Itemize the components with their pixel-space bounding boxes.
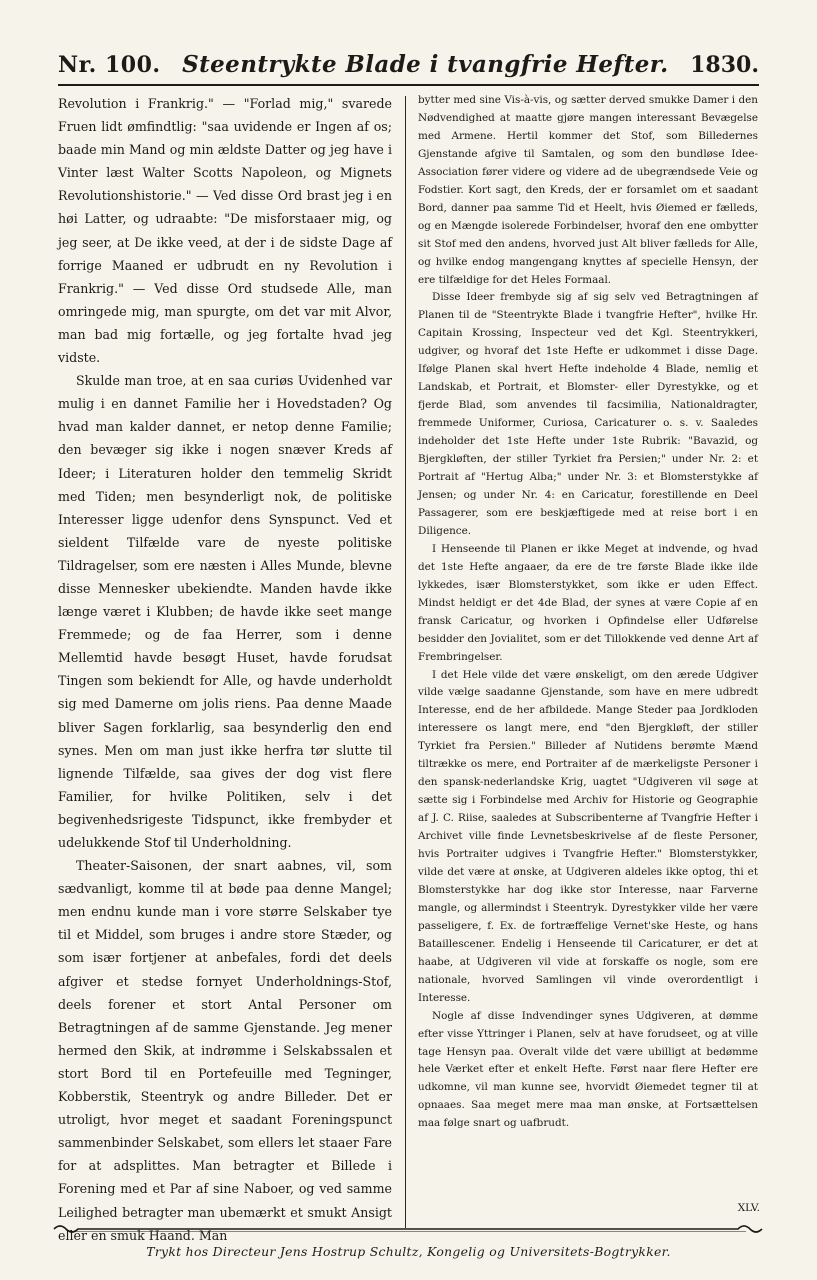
ornamental-rule [52, 1222, 764, 1236]
printer-imprint: Trykt hos Directeur Jens Hostrup Schultz, Kongelig og Universitets-Bogtrykker. [146, 1244, 671, 1259]
paragraph: Revolution i Frankrig." — "Forlad mig," svarede Fruen lidt ømfindtlig: "saa uvidende er Ingen af os; baade min Mand og min ældste Datter og jeg have i Vinter læst Walter Scotts Napoleon, og Mignets Revolutionshistorie." — Ved disse Ord brast jeg i en høi Latter, og udraabte: "De misforstaaer mig, og jeg seer, at De ikke veed, at der i de sidste Dage af forrige Maaned er udbrudt en ny Revolution i Frankrig." — Ved disse Ord studsede Alle, man omringede mig, man spurgte, om det var mit Alvor, man bad mig fortælle, og jeg fortalte hvad jeg vidste. [58, 96, 392, 366]
paragraph: Skulde man troe, at en saa curiøs Uvidenhed var mulig i en dannet Familie her i Hovedstaden? Og hvad man kalder dannet, er netop denne Familie; den bevæger sig ikke i nogen snæver Kreds af Ideer; i Literaturen holder den temmelig Skridt med Tiden; men besynderligt nok, de politiske Interesser ligge udenfor dens Synspunct. Ved et sieldent Tilfælde vare de nyeste politiske Tildragelser, som ere næsten i Alles Munde, blevne disse Mennesker ubekiendte. Manden havde ikke længe været i Klubben; de havde ikke seet mange Fremmede; og de faa Herrer, som i denne Mellemtid havde besøgt Huset, havde forudsat Tingen som bekiendt for Alle, og havde underholdt sig med Damerne om jolis riens. Paa denne Maade bliver Sagen forklarlig, saa besynderlig den end synes. Men om man just ikke herfra tør slutte til lignende Tilfælde, saa gives der dog vist flere Familier, for hvilke Politiken, selv i det begivenhedsrigeste Tidspunct, ikke frembyder et udelukkende Stof til Underholdning. [58, 373, 392, 850]
paragraph: I Henseende til Planen er ikke Meget at indvende, og hvad det 1ste Hefte angaaer, da ere de tre første Blade ikke ilde lykkedes, især Blomsterstykket, som ikke er uden Effect. Mindst heldigt er det 4de Blad, der synes at være Copie af en fransk Caricatur, og hvorken i Opfindelse eller Udførelse besidder den Jovialitet, som er det Tillokkende ved denne Art af Frembringelser. [418, 542, 758, 663]
header-rule [58, 84, 759, 86]
issue-number: Nr. 100. [58, 52, 161, 78]
paragraph: Theater-Saisonen, der snart aabnes, vil, som sædvanligt, komme til at bøde paa denne Mangel; men endnu kunde man i vore større Selskaber tye til et Middel, som bruges i andre store Stæder, og som især fortjener at anbefales, fordi det deels afgiver et stedse fornyet Underholdnings-Stof, deels forener et stort Antal Personer om Betragtningen af de samme Gjenstande. Jeg mener hermed den Skik, at indrømme i Selskabssalen et stort Bord til en Portefeuille med Tegninger, Kobberstik, Steentryk og andre Billeder. Det er utroligt, hvor meget et saadant Foreningspunct sammenbinder Selskabet, som ellers let staaer Fare for at adsplittes. Man betragter et Billede i Forening med et Par af sine Naboer, og ved samme Leilighed betragter man ubemærkt et smukt Ansigt eller en smuk Haand. Man [58, 858, 392, 1243]
page-header [58, 34, 759, 78]
publication-year: 1830. [690, 52, 759, 78]
paragraph: Nogle af disse Indvendinger synes Udgiveren, at dømme efter visse Yttringer i Planen, selv at have forudseet, og at ville tage Hensyn paa. Overalt vilde det være ubilligt at bedømme hele Værket efter et enkelt Hefte. Først naar flere Hefter ere udkomne, vil man kunne see, hvorvidt Øiemedet tegner til at opnaaes. Saa meget mere maa man ønske, at Fortsættelsen maa følge snart og uafbrudt. [418, 1009, 758, 1130]
paragraph: I det Hele vilde det være ønskeligt, om den ærede Udgiver vilde vælge saadanne Gjenstande, som have en mere udbredt Interesse, end de her afbildede. Mange Steder paa Jordkloden interessere os langt mere, end "den Bjergkløft, der stiller Tyrkiet fra Persien." Billeder af Nutidens berømte Mænd tiltrække os mere, end Portraiter af de mærkeligste Personer i den spansk-nederlandske Krig, uagtet "Udgiveren vil søge at sætte sig i Forbindelse med Archiv for Historie og Geographie af J. C. Riise, saaledes at Subscribenterne af Tvangfrie Hefter i Archivet ville finde Levnetsbeskrivelse af de fleste Personer, hvis Portraiter udgives i Tvangfrie Hefter." Blomsterstykker, vilde det være at ønske, at Udgiveren aldeles ikke optog, thi et Blomsterstykke har dog ikke stor Interesse, naar Farverne mangle, og allermindst i Steentryk. Dyrestykker vilde her være passeligere, f. Ex. de fortræffelige Vernet'ske Heste, og hans Bataillescener. Endelig i Henseende til Caricaturer, er det at haabe, at Udgiveren vil vide at forskaffe os nogle, som ere nationale, hvorved Samlingen vil vinde overordentligt i Interesse. [418, 668, 758, 1004]
paragraph: Disse Ideer frembyde sig af sig selv ved Betragtningen af Planen til de "Steentrykte Blade i tvangfrie Hefter", hvilke Hr. Capitain Krossing, Inspecteur ved det Kgl. Steentrykkeri, udgiver, og hvoraf det 1ste Hefte er udkommet i disse Dage. Ifølge Planen skal hvert Hefte indeholde 4 Blade, nemlig et Landskab, et Portrait, et Blomster- eller Dyrestykke, og et fjerde Blad, som anvendes til facsimilia, Nationaldragter, fremmede Uniformer, Curiosa, Caricaturer o. s. v. Saaledes indeholder det 1ste Hefte under 1ste Rubrik: "Bavazid, og Bjergkløften, der stiller Tyrkiet fra Persien;" under Nr. 2: et Portrait af "Hertug Alba;" under Nr. 3: et Blomsterstykke af Jensen; og under Nr. 4: en Caricatur, forestillende en Deel Passagerer, som ere beskjæftigede med at reise bort i en Diligence. [418, 291, 758, 537]
left-column [58, 92, 392, 1243]
publication-title: Steentrykte Blade i tvangfrie Hefter. [182, 51, 669, 78]
right-column [418, 92, 758, 1210]
paragraph: bytter med sine Vis-à-vis, og sætter derved smukke Damer i den Nødvendighed at maatte gjøre mangen interessant Bevægelse med Armene. Hertil kommer det Stof, som Billedernes Gjenstande afgive til Samtalen, og som den bundløse Idee-Association fører videre og videre ad de ubegrændsede Veie og Fodstier. Kort sagt, den Kreds, der er forsamlet om et saadant Bord, danner paa samme Tid et Heelt, hvis Øiemed er fælleds, og en Mængde isolerede Forbindelser, hvoraf den ene ombytter sit Stof med den andens, hvorved just Alt bliver fælleds for Alle, og hvilke endog mangengang knyttes af specielle Hensyn, der ere tilfældige for det Heles Formaal. [418, 94, 758, 286]
author-signature: XLV. [737, 1202, 760, 1214]
column-divider [405, 96, 406, 1228]
